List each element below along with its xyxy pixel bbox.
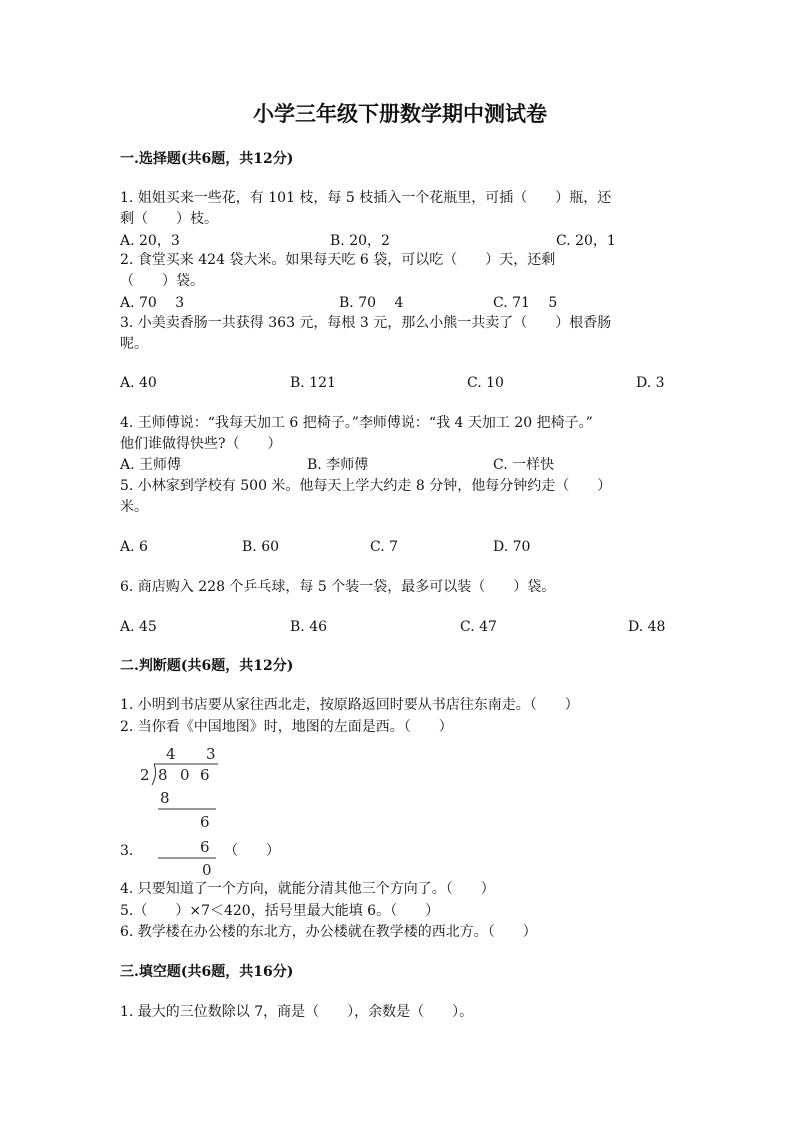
option-a: A. 70 3 — [120, 295, 185, 311]
quotient-digit: 4 — [166, 745, 176, 763]
division-bracket — [152, 764, 156, 785]
answer-bracket: （ ） — [224, 843, 280, 859]
question-text: 5.（ ）×7＜420，括号里最大能填 6。（ ） — [120, 903, 440, 919]
quotient-digit: 3 — [206, 745, 216, 763]
option-b: B. 46 — [290, 619, 328, 635]
option-b: B. 121 — [290, 375, 336, 391]
question-text: 呢。 — [120, 336, 148, 352]
partial-remainder: 6 — [200, 813, 210, 831]
question-text: 1. 小明到书店要从家往西北走，按原路返回时要从书店往东南走。（ ） — [120, 697, 579, 713]
option-b: B. 70 4 — [339, 295, 404, 311]
option-c: C. 47 — [460, 619, 497, 635]
question-number: 3. — [120, 843, 134, 859]
option-c: C. 7 — [370, 539, 399, 555]
option-c: C. 71 5 — [493, 295, 558, 311]
option-d: D. 70 — [493, 539, 531, 555]
section-heading-judgement: 二.判断题(共6题，共12分) — [120, 658, 294, 674]
dividend-digit: 8 — [158, 766, 168, 784]
question-text: 4. 只要知道了一个方向，就能分清其他三个方向了。（ ） — [120, 881, 495, 897]
question-text: 1. 最大的三位数除以 7，商是（ ），余数是（ ）。 — [120, 1004, 474, 1020]
question-text: 5. 小林家到学校有 500 米。他每天上学大约走 8 分钟，他每分钟约走（ ） — [120, 478, 612, 494]
question-text: 1. 姐姐买来一些花，有 101 枝，每 5 枝插入一个花瓶里，可插（ ）瓶，还 — [120, 190, 612, 206]
long-division-svg — [138, 743, 228, 878]
dividend-digit: 6 — [200, 766, 210, 784]
remainder: 0 — [202, 861, 212, 878]
option-c: C. 10 — [467, 375, 504, 391]
option-c: C. 20，1 — [556, 233, 616, 249]
option-a: A. 20，3 — [120, 233, 180, 249]
option-b: B. 20，2 — [330, 233, 390, 249]
question-text: 4. 王师傅说：“我每天加工 6 把椅子。”李师傅说：“我 4 天加工 20 把椅子。” — [120, 415, 593, 431]
option-c: C. 一样快 — [493, 457, 555, 473]
option-d: D. 48 — [628, 619, 666, 635]
option-a: A. 45 — [120, 619, 157, 635]
question-text: 3. 小美卖香肠一共获得 363 元，每根 3 元，那么小熊一共卖了（ ）根香肠 — [120, 315, 612, 331]
option-b: B. 60 — [242, 539, 280, 555]
question-text: 2. 食堂买来 424 袋大米。如果每天吃 6 袋，可以吃（ ）天，还剩 — [120, 252, 556, 268]
question-text: （ ）袋。 — [120, 273, 204, 289]
question-text: 剩（ ）枝。 — [120, 211, 218, 227]
option-a: A. 王师傅 — [120, 457, 182, 473]
option-a: A. 6 — [120, 539, 148, 555]
divisor: 2 — [140, 766, 150, 784]
question-text: 6. 商店购入 228 个乒乓球，每 5 个装一袋，最多可以装（ ）袋。 — [120, 579, 556, 595]
partial-product: 8 — [160, 789, 170, 807]
question-text: 他们谁做得快些?（ ） — [120, 436, 282, 452]
partial-product: 6 — [200, 838, 210, 856]
question-text: 米。 — [120, 499, 148, 515]
question-text: 2. 当你看《中国地图》时，地图的左面是西。（ ） — [120, 719, 453, 735]
long-division-figure — [138, 743, 228, 878]
section-heading-fill-in: 三.填空题(共6题，共16分) — [120, 964, 294, 980]
dividend-digit: 0 — [180, 766, 190, 784]
section-heading-choice: 一.选择题(共6题，共12分) — [120, 151, 294, 167]
question-text: 6. 教学楼在办公楼的东北方，办公楼就在教学楼的西北方。（ ） — [120, 924, 537, 940]
option-d: D. 3 — [636, 375, 665, 391]
page-title: 小学三年级下册数学期中测试卷 — [253, 101, 547, 126]
option-b: B. 李师傅 — [307, 457, 369, 473]
option-a: A. 40 — [120, 375, 157, 391]
